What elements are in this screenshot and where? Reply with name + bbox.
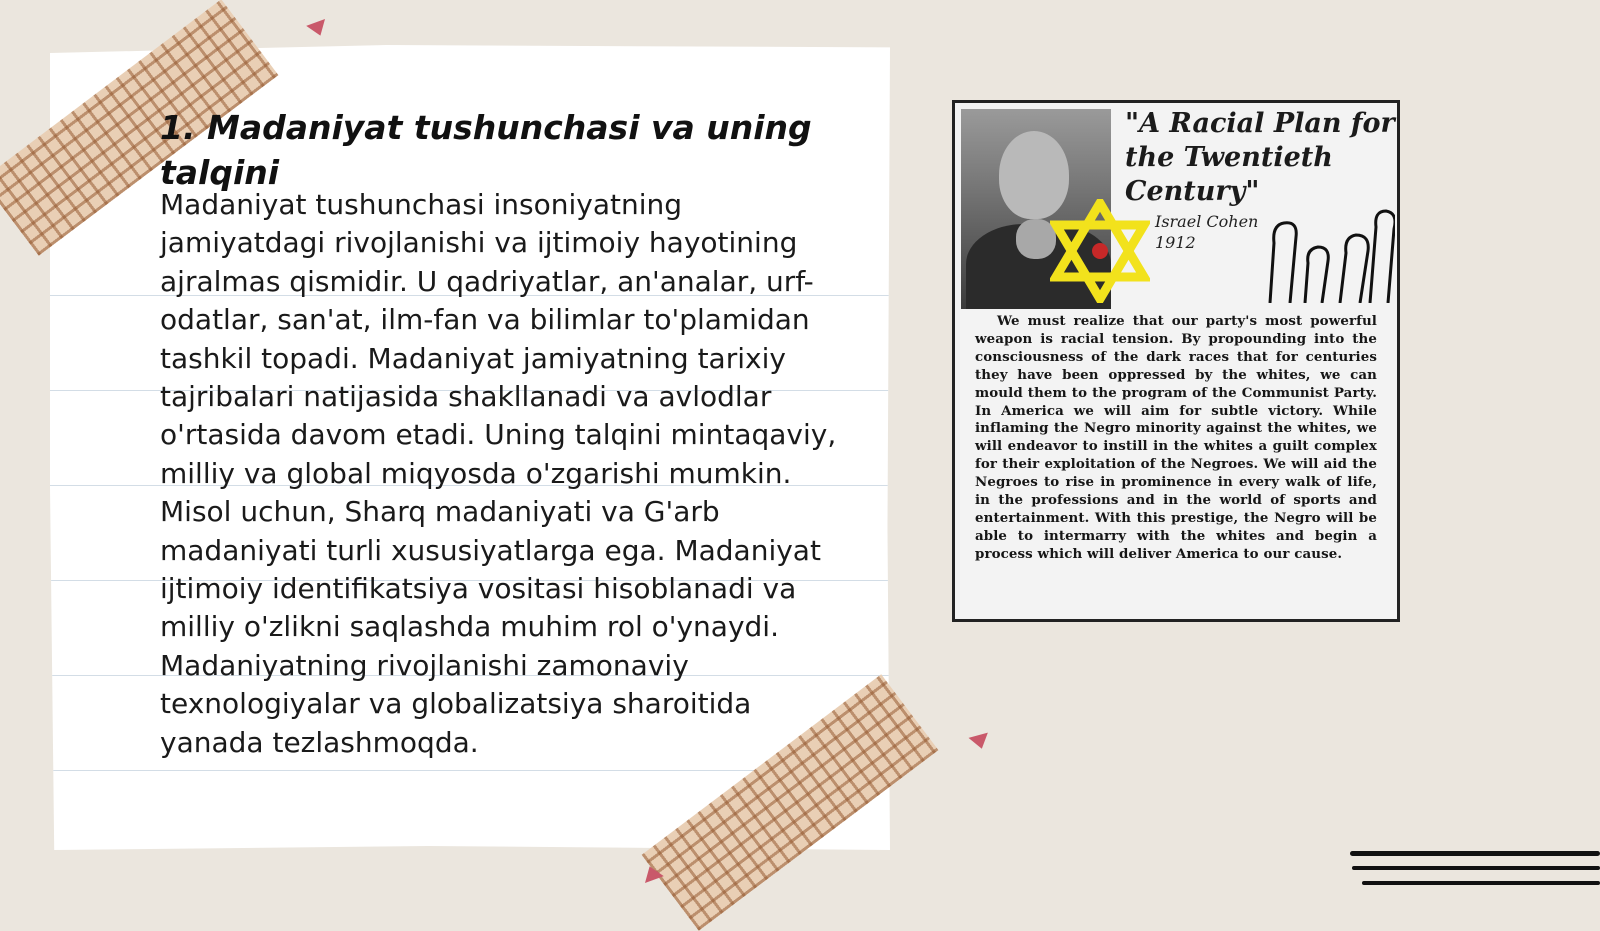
decorative-line	[1352, 866, 1600, 870]
clipping-year: 1912	[1155, 233, 1196, 252]
decorative-line	[1350, 851, 1600, 856]
clipping-byline	[1155, 211, 1258, 253]
newspaper-clipping-image	[952, 100, 1400, 622]
tape-tip	[969, 733, 992, 752]
clipping-quote-text: We must realize that our party's most powerful weapon is racial tension. By propounding into the consciousness of the dark races that for centuries they have been oppressed by the whites, we can mould them to the program of the Communist Party. In America we will aim for subtle victory. While inflaming the Negro minority against the whites, we will endeavor to instill in the whites a guilt complex for their exploitation of the Negroes. We will aid the Negroes to rise in prominence in every walk of life, in the professions and in the world of sports and entertainment. With this prestige, the Negro will be able to intermarry with the whites and begin a process which will deliver America to our cause.	[975, 313, 1377, 562]
slide-title: 1. Madaniyat tushunchasi va uning talqini	[160, 108, 812, 192]
clipping-author: Israel Cohen	[1155, 212, 1259, 231]
tape-tip	[306, 19, 330, 39]
slide-body-text: Madaniyat tushunchasi insoniyatning jamiyatdagi rivojlanishi va ijtimoiy hayotining ajralmas qismidir. U qadriyatlar, an'analar, urf-odatlar, san'at, ilm-fan va bilimlar to'plamidan tashkil topadi. Madaniyat jamiyatning tarixiy tajribalari natijasida shakllanadi va avlodlar o'rtasida davom etadi. Uning talqini mintaqaviy, milliy va global miqyosda o'zgarishi mumkin. Misol uchun, Sharq madaniyati va G'arb madaniyati turli xususiyatlarga ega. Madaniyat ijtimoiy identifikatsiya vositasi hisoblanadi va milliy o'zlikni saqlashda muhim rol o'ynaydi. Madaniyatning rivojlanishi zamonaviy texnologiyalar va globalizatsiya sharoitida yanada tezlashmoqda.	[160, 188, 837, 759]
raised-fists-icon	[1260, 203, 1395, 303]
star-of-david-icon	[1050, 199, 1150, 303]
decorative-line	[1362, 881, 1600, 885]
clipping-headline: "A Racial Plan for the Twentieth Century"	[1125, 108, 1395, 207]
